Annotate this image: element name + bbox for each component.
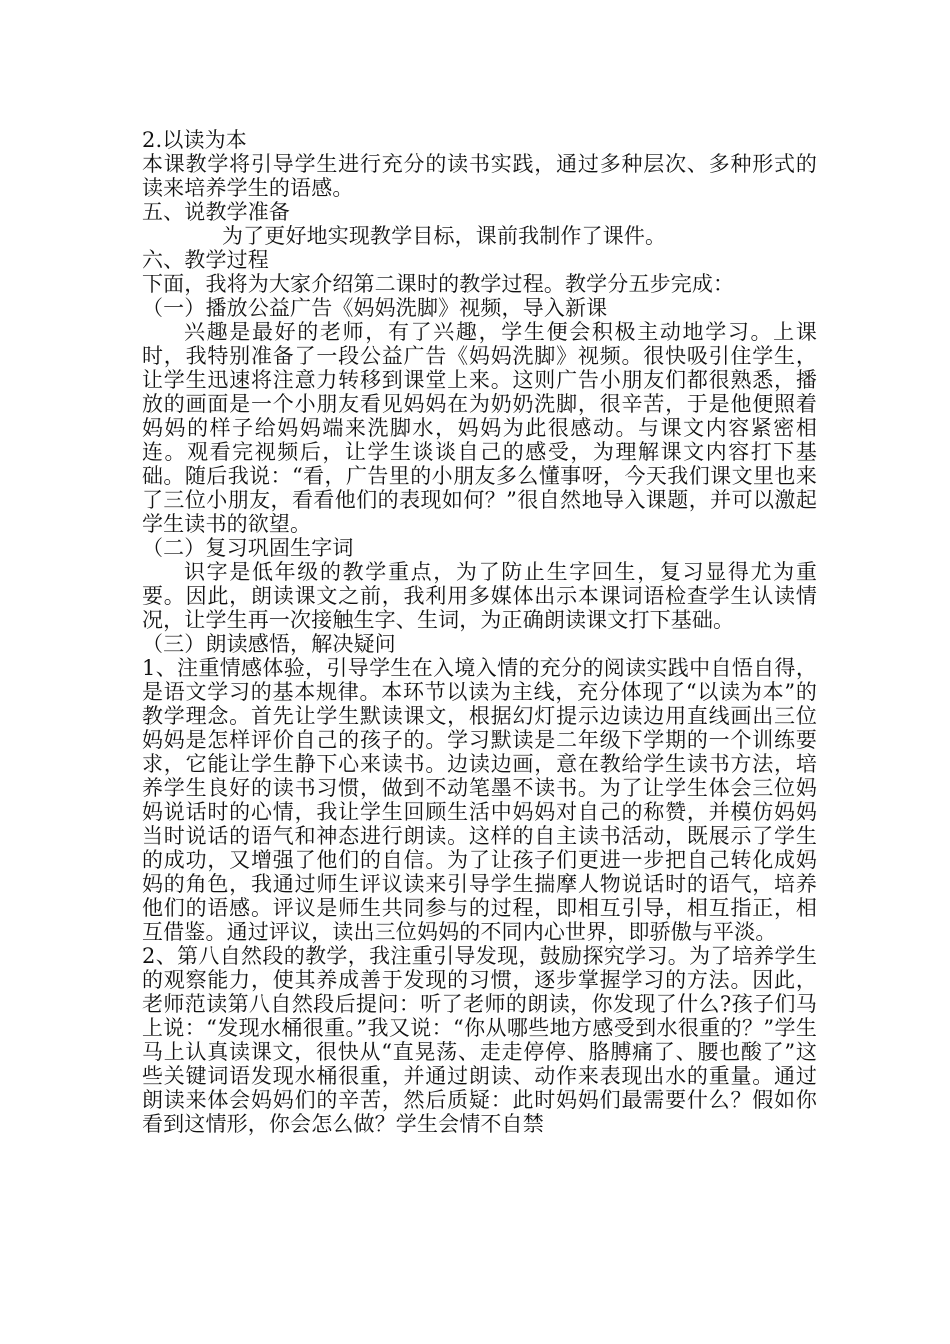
paragraph-step-2: 识字是低年级的教学重点，为了防止生字回生，复习显得尤为重要。因此，朗读课文之前，我利用多媒体出示本课词语检查学生认读情况，让学生再一次接触生字、生词，为正确朗读课文打下基础。 <box>142 560 817 632</box>
paragraph-step-3-point-1: 1、注重情感体验，引导学生在入境入情的充分的阅读实践中自悟自得，是语文学习的基本规律。本环节以读为主线，充分体现了“以读为本”的教学理念。首先让学生默读课文，根据幻灯提示边读边用直线画出三位妈妈是怎样评价自己的孩子的。学习默读是二年级下学期的一个训练要求，它能让学生静下心来读书。边读边画，意在教给学生读书方法，培养学生良好的读书习惯，做到不动笔墨不读书。为了让学生体会三位妈妈说话时的心情，我让学生回顾生活中妈妈对自己的称赞，并模仿妈妈当时说话的语气和神态进行朗读。这样的自主读书活动，既展示了学生的成功，又增强了他们的自信。为了让孩子们更进一步把自己转化成妈妈的角色，我通过师生评议读来引导学生揣摩人物说话时的语气，培养他们的语感。评议是师生共同参与的过程，即相互引导，相互指正，相互借鉴。通过评议，读出三位妈妈的不同内心世界，即骄傲与平淡。 <box>142 656 817 944</box>
paragraph-step-3-point-2: 2、第八自然段的教学，我注重引导发现，鼓励探究学习。为了培养学生的观察能力，使其养成善于发现的习惯，逐步掌握学习的方法。因此，老师范读第八自然段后提问：听了老师的朗读，你发现了什么?孩子们马上说：“发现水桶很重。”我又说：“你从哪些地方感受到水很重的？”学生马上认真读课文，很快从“直晃荡、走走停停、胳膊痛了、腰也酸了”这些关键词语发现水桶很重，并通过朗读、动作来表现出水的重量。通过朗读来体会妈妈们的辛苦，然后质疑：此时妈妈们最需要什么？假如你看到这情形，你会怎么做？学生会情不自禁 <box>142 944 817 1136</box>
document-page <box>142 128 817 1136</box>
heading-teaching-process: 六、教学过程 <box>142 248 269 272</box>
heading-teaching-preparation: 五、说教学准备 <box>142 200 291 224</box>
paragraph-teaching-process-intro: 下面，我将为大家介绍第二课时的教学过程。教学分五步完成： <box>142 272 735 296</box>
heading-step-1: （一）播放公益广告《妈妈洗脚》视频，导入新课 <box>142 296 608 320</box>
heading-step-3: （三）朗读感悟，解决疑问 <box>142 632 396 656</box>
heading-read-as-core: 2.以读为本 <box>142 128 247 152</box>
paragraph-teaching-preparation: 为了更好地实现教学目标，课前我制作了课件。 <box>222 224 667 248</box>
paragraph-read-as-core: 本课教学将引导学生进行充分的读书实践，通过多种层次、多种形式的读来培养学生的语感。 <box>142 152 817 200</box>
paragraph-step-1: 兴趣是最好的老师，有了兴趣，学生便会积极主动地学习。上课时，我特别准备了一段公益广告《妈妈洗脚》视频。很快吸引住学生，让学生迅速将注意力转移到课堂上来。这则广告小朋友们都很熟悉，播放的画面是一个小朋友看见妈妈在为奶奶洗脚，很辛苦，于是他便照着妈妈的样子给妈妈端来洗脚水，妈妈为此很感动。与课文内容紧密相连。观看完视频后，让学生谈谈自己的感受，为理解课文内容打下基础。随后我说：“看，广告里的小朋友多么懂事呀，今天我们课文里也来了三位小朋友，看看他们的表现如何？”很自然地导入课题，并可以激起学生读书的欲望。 <box>142 320 817 536</box>
heading-step-2: （二）复习巩固生字词 <box>142 536 354 560</box>
